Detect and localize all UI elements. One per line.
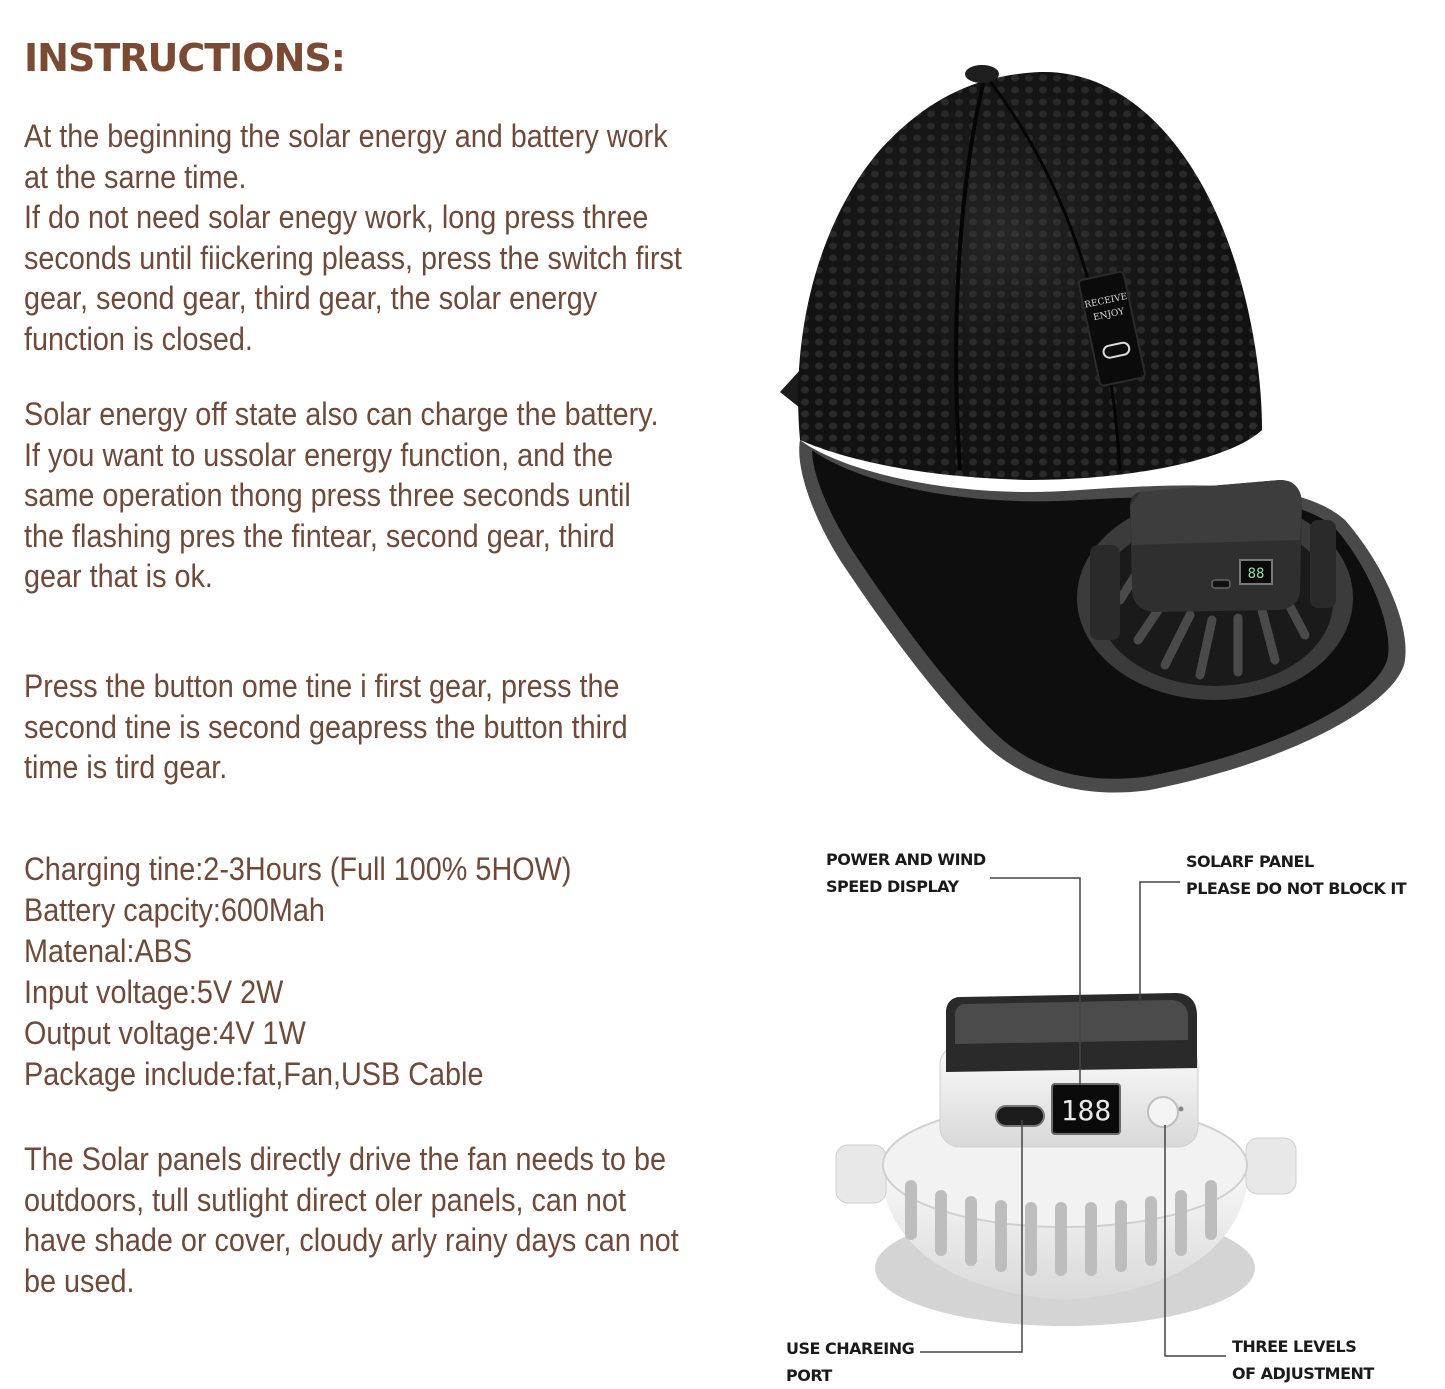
text-line: same operation thong press three seconds until xyxy=(24,477,631,513)
spec-list xyxy=(24,849,744,1095)
callout-text: PORT xyxy=(786,1366,832,1385)
cap-top-button xyxy=(965,65,999,83)
callout-line-panel xyxy=(1140,882,1180,1005)
callout-text: USE CHAREING xyxy=(786,1339,915,1358)
instruction-paragraph-1 xyxy=(24,116,744,359)
callout-line-levels xyxy=(1165,1125,1226,1356)
callout-display-label xyxy=(826,846,986,900)
spec-battery-capacity: Battery capcity:600Mah xyxy=(24,892,325,928)
svg-text:88: 88 xyxy=(1247,566,1265,582)
text-line: be used. xyxy=(24,1262,135,1299)
text-line: second tine is second geapress the button third xyxy=(24,708,628,745)
text-line: time is tird gear. xyxy=(24,749,228,785)
text-line: At the beginning the solar energy and battery work xyxy=(24,118,668,154)
spec-output-voltage: Output voltage:4V 1W xyxy=(24,1015,306,1051)
callout-text: THREE LEVELS xyxy=(1232,1337,1357,1356)
text-line: gear that is ok. xyxy=(24,558,213,594)
spec-input-voltage: Input voltage:5V 2W xyxy=(24,974,284,1010)
fan-cap-image xyxy=(770,60,1420,800)
text-line: seconds until fiickering pleass, press the switch first xyxy=(24,239,682,276)
text-line: have shade or cover, cloudy arly rainy days can not xyxy=(24,1222,679,1258)
callout-line-port xyxy=(920,1120,1022,1352)
instruction-paragraph-2 xyxy=(24,394,744,597)
spec-package: Package include:fat,Fan,USB Cable xyxy=(24,1056,484,1092)
text-line: The Solar panels directly drive the fan needs to be xyxy=(24,1141,666,1177)
fan-side-knob xyxy=(836,1145,886,1203)
callout-levels-label xyxy=(1232,1333,1374,1387)
spec-charging-time: Charging tine:2-3Hours (Full 100% 5HOW) xyxy=(24,851,572,887)
text-line: gear, seond gear, third gear, the solar energy xyxy=(24,280,598,316)
callout-text: SOLARF PANEL xyxy=(1186,852,1314,871)
instructions-title: INSTRUCTIONS: xyxy=(24,36,345,80)
callout-text: OF ADJUSTMENT xyxy=(1232,1364,1374,1383)
callout-text: SPEED DISPLAY xyxy=(826,877,959,896)
callout-port-label xyxy=(786,1335,914,1389)
instruction-paragraph-3 xyxy=(24,666,744,788)
callout-lines xyxy=(900,870,1420,1360)
text-line: the flashing pres the fintear, second gear, third xyxy=(24,517,615,554)
text-line: outdoors, tull sutlight direct oler panels, can not xyxy=(24,1181,626,1218)
cap-tag-text: ENJOY xyxy=(1092,306,1126,324)
callout-line-display xyxy=(990,878,1080,1085)
text-line: Solar energy off state also can charge the battery. xyxy=(24,396,659,432)
callout-panel-label xyxy=(1186,848,1406,902)
text-line: Press the button ome tine i first gear, press the xyxy=(24,668,620,704)
solar-note xyxy=(24,1139,744,1301)
text-line: If do not need solar enegy work, long press three xyxy=(24,199,649,235)
spec-material: Matenal:ABS xyxy=(24,933,193,969)
text-line: function is closed. xyxy=(24,320,253,357)
display-digits: 188 xyxy=(1060,1094,1112,1127)
callout-text: PLEASE DO NOT BLOCK IT xyxy=(1186,879,1407,898)
cap-tag-text: RECEIVE xyxy=(1083,291,1129,311)
text-line: If you want to ussolar energy function, and the xyxy=(24,436,614,473)
callout-text: POWER AND WIND xyxy=(826,850,986,869)
text-line: at the sarne time. xyxy=(24,158,247,195)
